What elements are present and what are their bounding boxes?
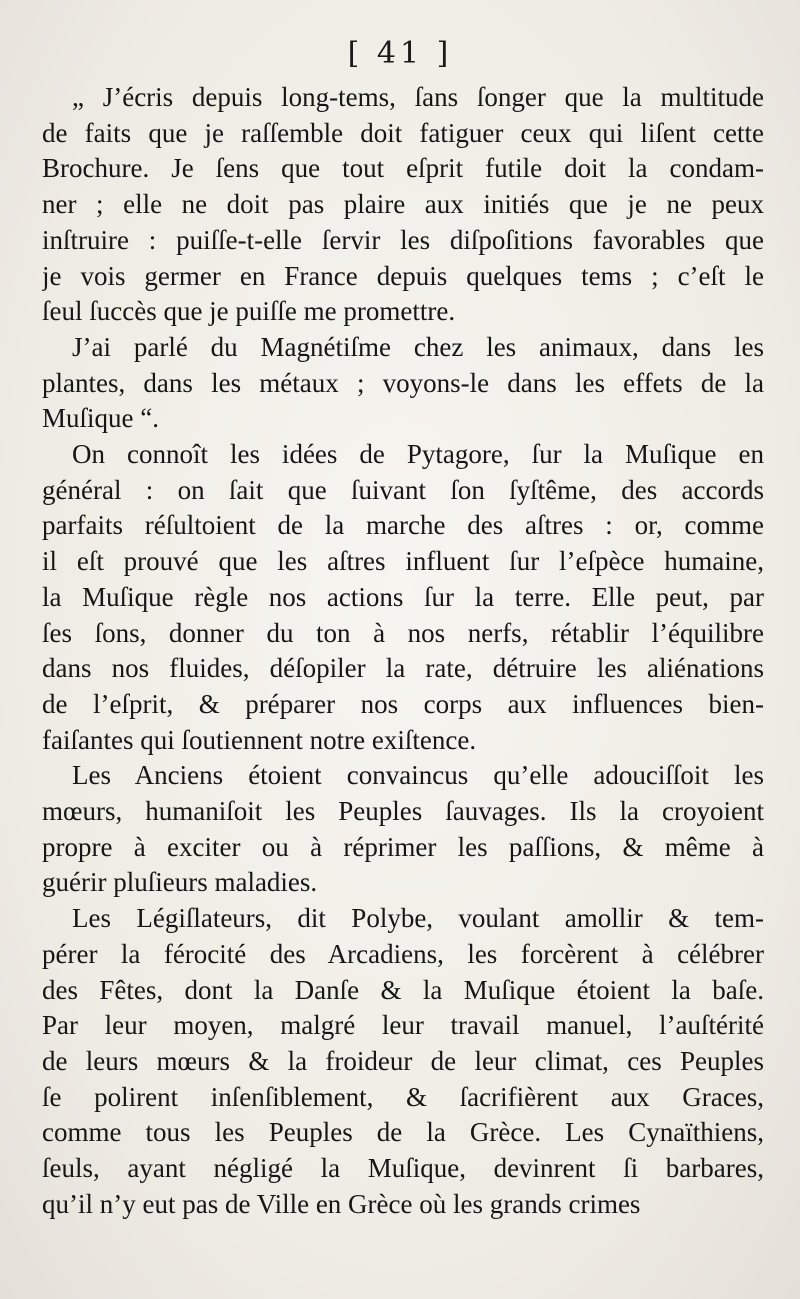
paragraph	[42, 80, 764, 330]
text-line: parfaits réſultoient de la marche des aſtres : or, comme	[42, 510, 764, 541]
text-line: de faits que je raſſemble doit fatiguer ceux qui liſent cette	[42, 117, 764, 148]
text-line: ſe polirent inſenſiblement, & ſacrifièrent aux Graces,	[42, 1081, 764, 1112]
text-line: dans nos fluides, déſopiler la rate, détruire les aliénations	[42, 653, 764, 684]
page-number: [ 41 ]	[347, 36, 453, 71]
text-line: je vois germer en France depuis quelques tems ; c’eſt le	[42, 260, 764, 291]
text-line: des Fêtes, dont la Danſe & la Muſique étoient la baſe.	[42, 974, 764, 1005]
text-line: pérer la férocité des Arcadiens, les forcèrent à célébrer	[42, 938, 764, 969]
text-line: „ J’écris depuis long-tems, ſans ſonger que la multitude	[72, 82, 764, 112]
text-line: qu’il n’y eut pas de Ville en Grèce où les grands crimes	[42, 1188, 641, 1219]
text-line: Par leur moyen, malgré leur travail manuel, l’auſtérité	[42, 1010, 764, 1041]
text-line: ner ; elle ne doit pas plaire aux initiés que je ne peux	[42, 189, 764, 220]
text-line: Brochure. Je ſens que tout eſprit futile doit la condam-	[42, 153, 764, 184]
text-line: J’ai parlé du Magnétiſme chez les animaux, dans les	[72, 331, 764, 362]
text-line: Les Anciens étoient convaincus qu’elle adouciſſoit les	[72, 760, 764, 791]
text-line: faiſantes qui ſoutiennent notre exiſtence.	[42, 724, 477, 755]
text-line: il eſt prouvé que les aſtres influent ſur l’eſpèce humaine,	[42, 546, 764, 577]
text-line: plantes, dans les métaux ; voyons-le dans les effets de la	[42, 367, 764, 398]
text-line: ſeuls, ayant négligé la Muſique, devinrent ſi barbares,	[42, 1153, 764, 1184]
paragraph	[42, 330, 764, 437]
text-line: général : on ſait que ſuivant ſon ſyſtême, des accords	[42, 474, 764, 505]
text-line: On connoît les idées de Pytagore, ſur la Muſique en	[72, 439, 764, 470]
text-line: guérir pluſieurs maladies.	[42, 867, 318, 898]
text-line: ſes ſons, donner du ton à nos nerfs, rétablir l’équilibre	[42, 617, 764, 648]
text-line: propre à exciter ou à réprimer les paſſions, & même à	[42, 831, 764, 862]
paragraph	[42, 758, 764, 901]
text-line: mœurs, humaniſoit les Peuples ſauvages. Ils la croyoient	[42, 796, 764, 827]
text-line: Muſique “.	[42, 403, 159, 434]
text-line: Les Légiſlateurs, dit Polybe, voulant amollir & tem-	[72, 903, 764, 934]
text-line: de l’eſprit, & préparer nos corps aux influences bien-	[42, 688, 764, 719]
text-line: ſeul ſuccès que je puiſſe me promettre.	[42, 296, 456, 327]
text-line: la Muſique règle nos actions ſur la terre. Elle peut, par	[42, 581, 764, 612]
paragraph	[42, 437, 764, 758]
text-line: de leurs mœurs & la froideur de leur climat, ces Peuples	[42, 1045, 764, 1076]
body-text	[42, 80, 764, 1223]
text-line: comme tous les Peuples de la Grèce. Les Cynaïthiens,	[42, 1117, 764, 1148]
text-line: inſtruire : puiſſe-t-elle ſervir les diſpoſitions favorables que	[42, 224, 764, 255]
paragraph	[42, 901, 764, 1222]
